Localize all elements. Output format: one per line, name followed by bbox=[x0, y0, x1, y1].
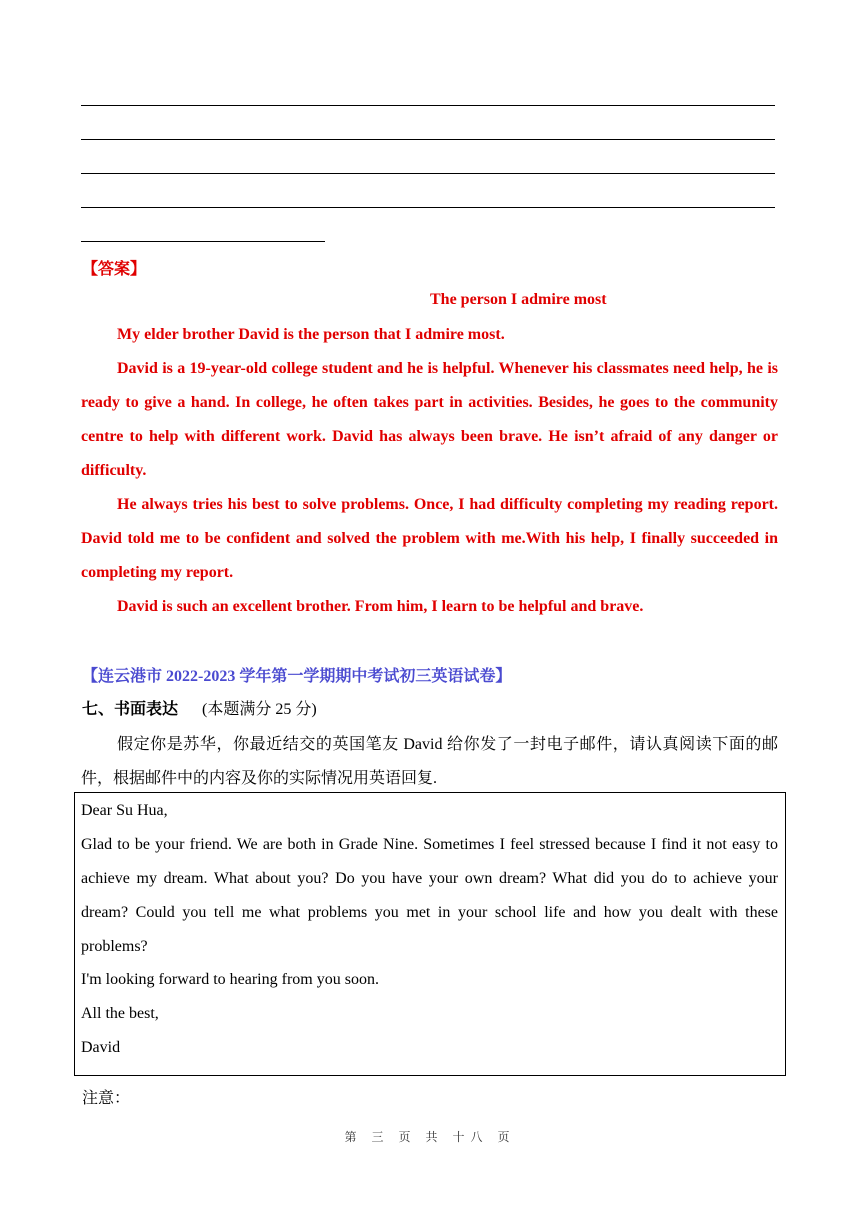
page-footer bbox=[0, 1128, 860, 1145]
essay-paragraph: My elder brother David is the person that I admire most. bbox=[117, 326, 505, 343]
essay-title: The person I admire most bbox=[430, 291, 607, 308]
score-note: (本题满分 25 分) bbox=[202, 701, 317, 718]
essay-paragraph: David is a 19-year-old college student and he is helpful. Whenever his classmates need help, he is ready to give a hand. In college, he often takes part in activities. Besides, he goes to the community centre to help with different work. David has always been brave. He isn’t afraid of any danger or difficulty. bbox=[81, 360, 778, 479]
page-number: 第 三 页 共 十八 页 bbox=[344, 1130, 516, 1144]
answer-blank-line bbox=[81, 105, 775, 106]
note-label: 注意： bbox=[82, 1090, 131, 1107]
essay-paragraph: David is such an excellent brother. From him, I learn to be helpful and brave. bbox=[117, 598, 644, 615]
task-instruction: 假定你是苏华，你最近结交的英国笔友 David 给你发了一封电子邮件，请认真阅读下面的邮件，根据邮件中的内容及你的实际情况用英语回复. bbox=[81, 736, 778, 787]
answer-label: 【答案】 bbox=[82, 261, 147, 278]
answer-blank-line bbox=[81, 207, 775, 208]
exam-source: 【连云港市 2022-2023 学年第一学期期中考试初三英语试卷】 bbox=[82, 668, 512, 685]
answer-blank-line bbox=[81, 173, 775, 174]
email-closing-line: I'm looking forward to hearing from you soon. bbox=[81, 971, 379, 988]
section-header bbox=[82, 696, 317, 719]
essay-paragraph: He always tries his best to solve problems. Once, I had difficulty completing my reading report. David told me to be confident and solved the problem with me.With his help, I finally succeeded in completing my report. bbox=[81, 496, 778, 581]
section-heading: 七、书面表达 bbox=[82, 701, 179, 718]
email-signature: David bbox=[81, 1039, 121, 1056]
email-body: Glad to be your friend. We are both in Grade Nine. Sometimes I feel stressed because I find it not easy to achieve my dream. What about you? Do you have your own dream? What did you do to achieve your dream? Could you tell me what problems you met in your school life and how you dealt with these problems? bbox=[81, 836, 778, 955]
answer-blank-line bbox=[81, 139, 775, 140]
email-sign-off: All the best, bbox=[81, 1005, 159, 1022]
answer-blank-line-short bbox=[81, 241, 325, 242]
email-greeting: Dear Su Hua, bbox=[81, 802, 168, 819]
